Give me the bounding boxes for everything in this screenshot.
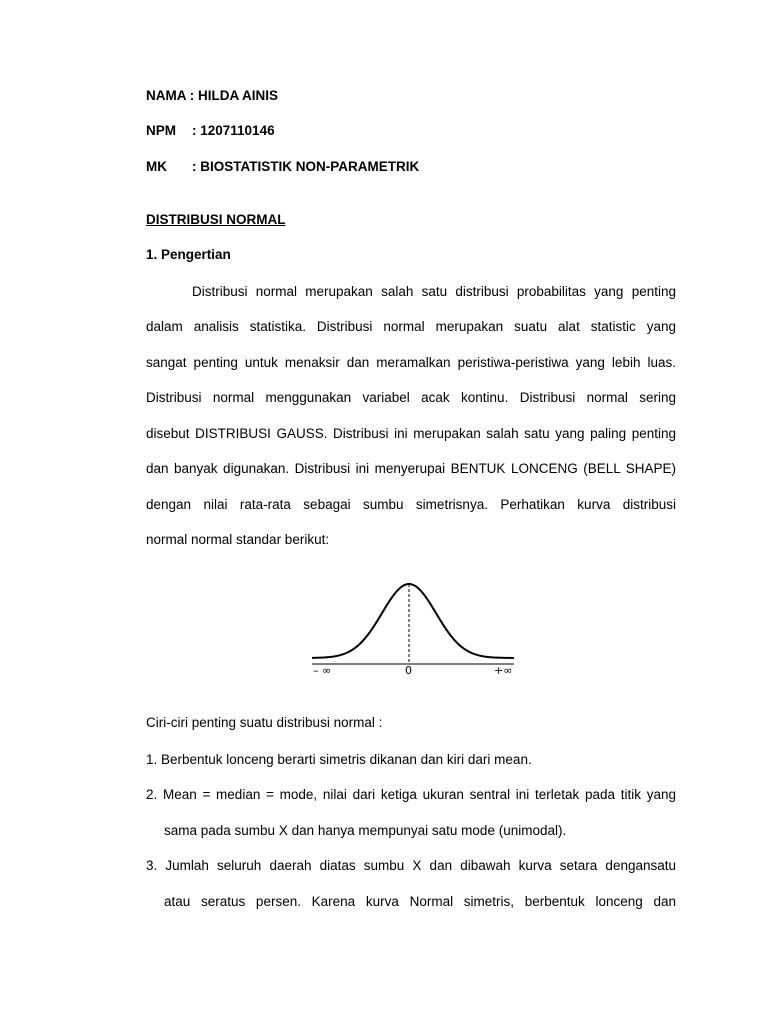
center-zero-label: 0: [405, 664, 412, 677]
list-item: 3. Jumlah seluruh daerah diatas sumbu X dan dibawah kurva setara dengansatu: [146, 858, 676, 873]
npm-label: NPM: [146, 123, 176, 138]
left-infinity-label: – ∞: [313, 664, 332, 677]
right-infinity-label: +∞: [494, 664, 513, 677]
paragraph-line: normal normal standar berikut:: [146, 532, 330, 547]
subsection-title: 1. Pengertian: [146, 247, 231, 262]
list-item: 2. Mean = median = mode, nilai dari ketiga ukuran sentral ini terletak pada titik yang: [146, 787, 676, 802]
list-item-continuation: atau seratus persen. Karena kurva Normal simetris, berbentuk lonceng dan: [164, 894, 676, 909]
npm-row: [146, 123, 275, 138]
paragraph-line: Distribusi normal merupakan salah satu distribusi probabilitas yang penting: [192, 284, 676, 299]
course-label: MK: [146, 159, 167, 174]
paragraph-line: dan banyak digunakan. Distribusi ini menyerupai BENTUK LONCENG (BELL SHAPE): [146, 461, 676, 476]
paragraph-line: sangat penting untuk menaksir dan meramalkan peristiwa-peristiwa yang lebih luas.: [146, 355, 676, 370]
bell-curve-figure: [308, 578, 518, 680]
bell-curve: [312, 584, 514, 658]
npm-value: : 1207110146: [192, 123, 275, 138]
course-value: : BIOSTATISTIK NON-PARAMETRIK: [192, 159, 420, 174]
list-item-continuation: sama pada sumbu X dan hanya mempunyai satu mode (unimodal).: [164, 823, 567, 838]
student-name: NAMA : HILDA AINIS: [146, 88, 278, 103]
list-item: 1. Berbentuk lonceng berarti simetris dikanan dan kiri dari mean.: [146, 752, 532, 767]
paragraph-line: disebut DISTRIBUSI GAUSS. Distribusi ini merupakan salah satu yang paling penting: [146, 426, 676, 441]
paragraph-line: dalam analisis statistika. Distribusi normal merupakan suatu alat statistic yang: [146, 319, 676, 334]
paragraph-line: dengan nilai rata-rata sebagai sumbu simetrisnya. Perhatikan kurva distribusi: [146, 497, 676, 512]
course-row: [146, 159, 419, 174]
section-title: DISTRIBUSI NORMAL: [146, 212, 286, 227]
paragraph-line: Distribusi normal menggunakan variabel acak kontinu. Distribusi normal sering: [146, 390, 676, 405]
characteristics-title: Ciri-ciri penting suatu distribusi normal :: [146, 715, 383, 730]
